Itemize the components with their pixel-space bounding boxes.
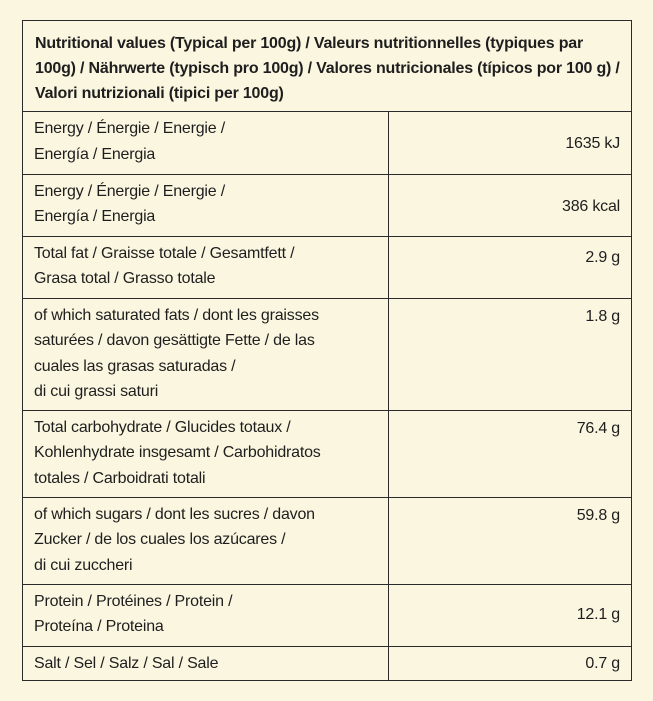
nutrient-label xyxy=(23,174,388,236)
nutrient-value: 76.4 g xyxy=(388,410,631,497)
nutrient-value: 59.8 g xyxy=(388,497,631,584)
nutrient-label-line: Zucker / de los cuales los azúcares / xyxy=(34,531,286,548)
nutrient-row-total-fat xyxy=(23,236,631,298)
nutrition-table-title: Nutritional values (Typical per 100g) / Valeurs nutritionnelles (typiques par 100g) / Nährwerte (typisch pro 100g) / Valores nutricionales (típicos por 100 g) / Valori nutrizionali (tipici per 100g) xyxy=(23,21,631,112)
nutrient-value: 1.8 g xyxy=(388,298,631,410)
nutrient-row-energy-kcal xyxy=(23,174,631,236)
nutrient-value: 1635 kJ xyxy=(388,112,631,174)
nutrient-label-line: di cui grassi saturi xyxy=(34,383,159,400)
nutrient-label-line: Grasa total / Grasso totale xyxy=(34,270,216,287)
nutrient-label-line: Total fat / Graisse totale / Gesamtfett / xyxy=(34,244,295,262)
nutrient-label-line: Energía / Energia xyxy=(34,145,156,163)
nutrient-label-line: saturées / davon gesättigte Fette / de las xyxy=(34,332,315,349)
nutrient-label xyxy=(23,236,388,298)
nutrient-value: 0.7 g xyxy=(388,646,631,681)
nutrient-label-line: Kohlenhydrate insgesamt / Carbohidratos xyxy=(34,444,321,461)
nutrient-label-line: Proteína / Proteina xyxy=(34,618,164,635)
nutrient-label-line: Energy / Énergie / Energie / xyxy=(34,120,225,137)
nutrient-label xyxy=(23,584,388,646)
nutrient-label xyxy=(23,112,388,174)
nutrient-row-salt xyxy=(23,646,631,681)
nutrient-label-line: of which sugars / dont les sucres / davon xyxy=(34,505,315,523)
nutrient-label xyxy=(23,410,388,497)
nutrient-label-line: di cui zuccheri xyxy=(34,556,133,574)
nutrient-label-line: of which saturated fats / dont les graisses xyxy=(34,306,319,324)
nutrition-table-body xyxy=(23,112,631,681)
nutrient-label-line: totales / Carboidrati totali xyxy=(34,469,206,487)
nutrient-value: 12.1 g xyxy=(388,584,631,646)
nutrient-label xyxy=(23,646,388,681)
nutrient-label-line: Energy / Énergie / Energie / xyxy=(34,182,225,200)
nutrient-row-saturated-fat xyxy=(23,298,631,410)
nutrition-facts-panel xyxy=(22,20,632,681)
nutrient-label-line: Total carbohydrate / Glucides totaux / xyxy=(34,418,291,436)
nutrient-label-line: cuales las grasas saturadas / xyxy=(34,357,236,375)
nutrition-table xyxy=(23,112,631,681)
nutrient-value: 386 kcal xyxy=(388,174,631,236)
nutrient-row-energy-kj xyxy=(23,112,631,174)
nutrient-row-total-carbohydrate xyxy=(23,410,631,497)
nutrient-label-line: Protein / Protéines / Protein / xyxy=(34,592,233,610)
nutrient-label-line: Energía / Energia xyxy=(34,208,156,225)
nutrient-label xyxy=(23,298,388,410)
nutrient-row-sugars xyxy=(23,497,631,584)
nutrient-label-line: Salt / Sel / Salz / Sal / Sale xyxy=(34,654,219,672)
nutrient-value: 2.9 g xyxy=(388,236,631,298)
nutrient-row-protein xyxy=(23,584,631,646)
nutrient-label xyxy=(23,497,388,584)
